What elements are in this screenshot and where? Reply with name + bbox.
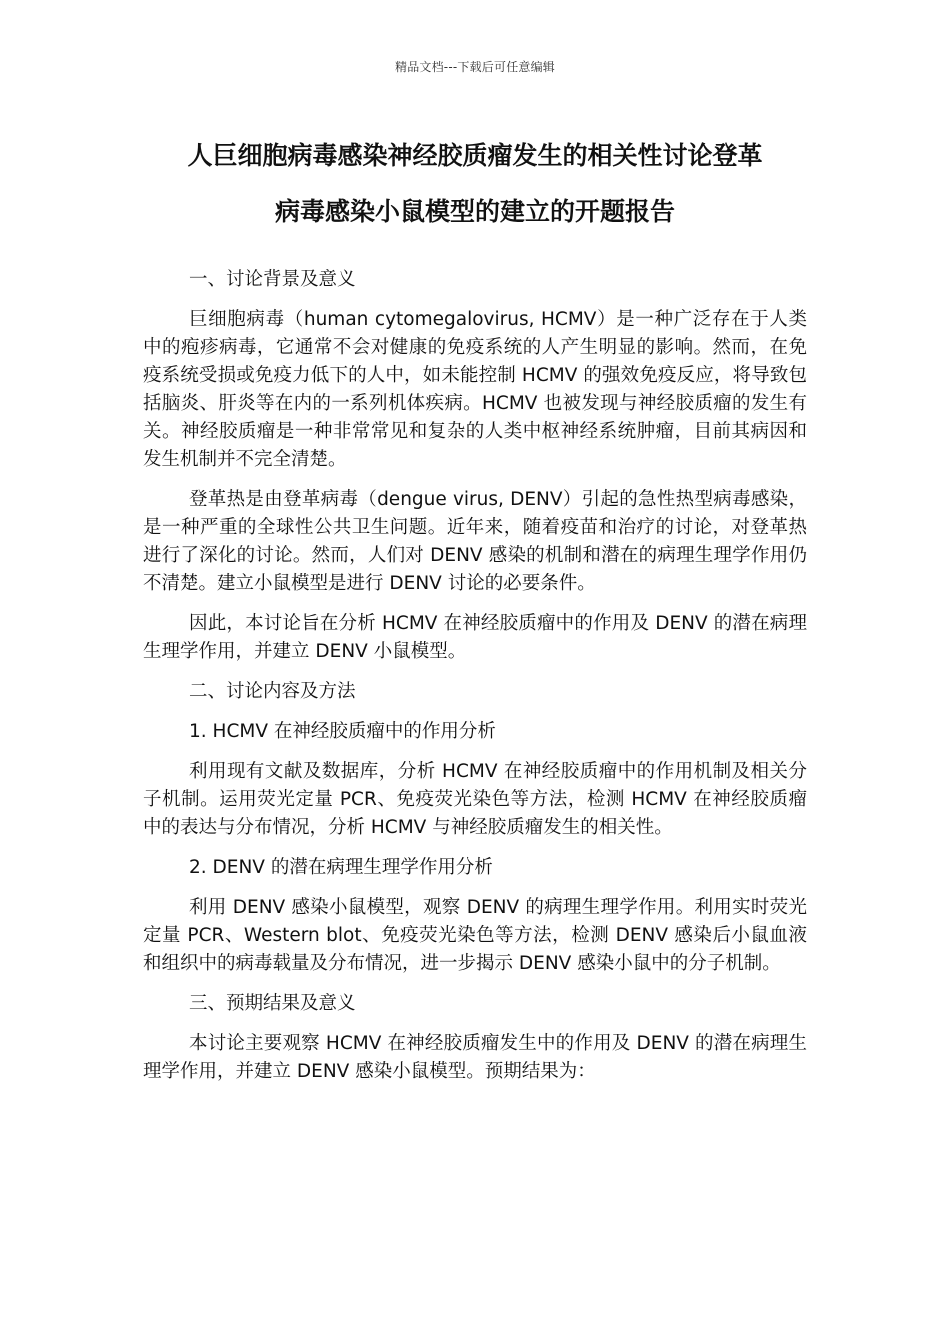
title-line-2: 病毒感染小鼠模型的建立的开题报告 <box>274 197 675 226</box>
section-1-heading: 一、讨论背景及意义 <box>189 269 356 290</box>
section-1-paragraph-1: 巨细胞病毒（human cytomegalovirus, HCMV）是一种广泛存在于人类中的疱疹病毒，它通常不会对健康的免疫系统的人产生明显的影响。然而，在免疫系统受损或免疫力低下的人中，如未能控制 HCMV 的强效免疫反应，将导致包括脑炎、肝炎等在内的一系列机体疾病。HCMV 也被发现与神经胶质瘤的发生有关。神经胶质瘤是一种非常常见和复杂的人类中枢神经系统肿瘤，目前其病因和发生机制并不完全清楚。 <box>143 309 807 470</box>
section-2-subheading-1: 1. HCMV 在神经胶质瘤中的作用分析 <box>189 721 496 742</box>
section-2-heading: 二、讨论内容及方法 <box>189 681 356 702</box>
section-1-paragraph-2: 登革热是由登革病毒（dengue virus, DENV）引起的急性热型病毒感染，是一种严重的全球性公共卫生问题。近年来，随着疫苗和治疗的讨论，对登革热进行了深化的讨论。然而，人们对 DENV 感染的机制和潜在的病理生理学作用仍不清楚。建立小鼠模型是进行 DENV 讨论的必要条件。 <box>143 489 807 594</box>
title-line-1: 人巨细胞病毒感染神经胶质瘤发生的相关性讨论登革 <box>187 141 763 170</box>
section-3-heading: 三、预期结果及意义 <box>189 993 356 1014</box>
document-body <box>143 266 807 1098</box>
section-1-paragraph-3: 因此，本讨论旨在分析 HCMV 在神经胶质瘤中的作用及 DENV 的潜在病理生理学作用，并建立 DENV 小鼠模型。 <box>143 613 807 662</box>
header-note: 精品文档---下载后可任意编辑 <box>395 60 555 74</box>
section-2-paragraph-1: 利用现有文献及数据库，分析 HCMV 在神经胶质瘤中的作用机制及相关分子机制。运用荧光定量 PCR、免疫荧光染色等方法，检测 HCMV 在神经胶质瘤中的表达与分布情况，分析 HCMV 与神经胶质瘤发生的相关性。 <box>143 761 807 838</box>
section-3-paragraph-1: 本讨论主要观察 HCMV 在神经胶质瘤发生中的作用及 DENV 的潜在病理生理学作用，并建立 DENV 感染小鼠模型。预期结果为： <box>143 1033 807 1082</box>
section-2-paragraph-2: 利用 DENV 感染小鼠模型，观察 DENV 的病理生理学作用。利用实时荧光定量 PCR、Western blot、免疫荧光染色等方法，检测 DENV 感染后小鼠血液和组织中的病毒载量及分布情况，进一步揭示 DENV 感染小鼠中的分子机制。 <box>143 897 807 974</box>
document-title <box>140 128 810 240</box>
section-2-subheading-2: 2. DENV 的潜在病理生理学作用分析 <box>189 857 493 878</box>
